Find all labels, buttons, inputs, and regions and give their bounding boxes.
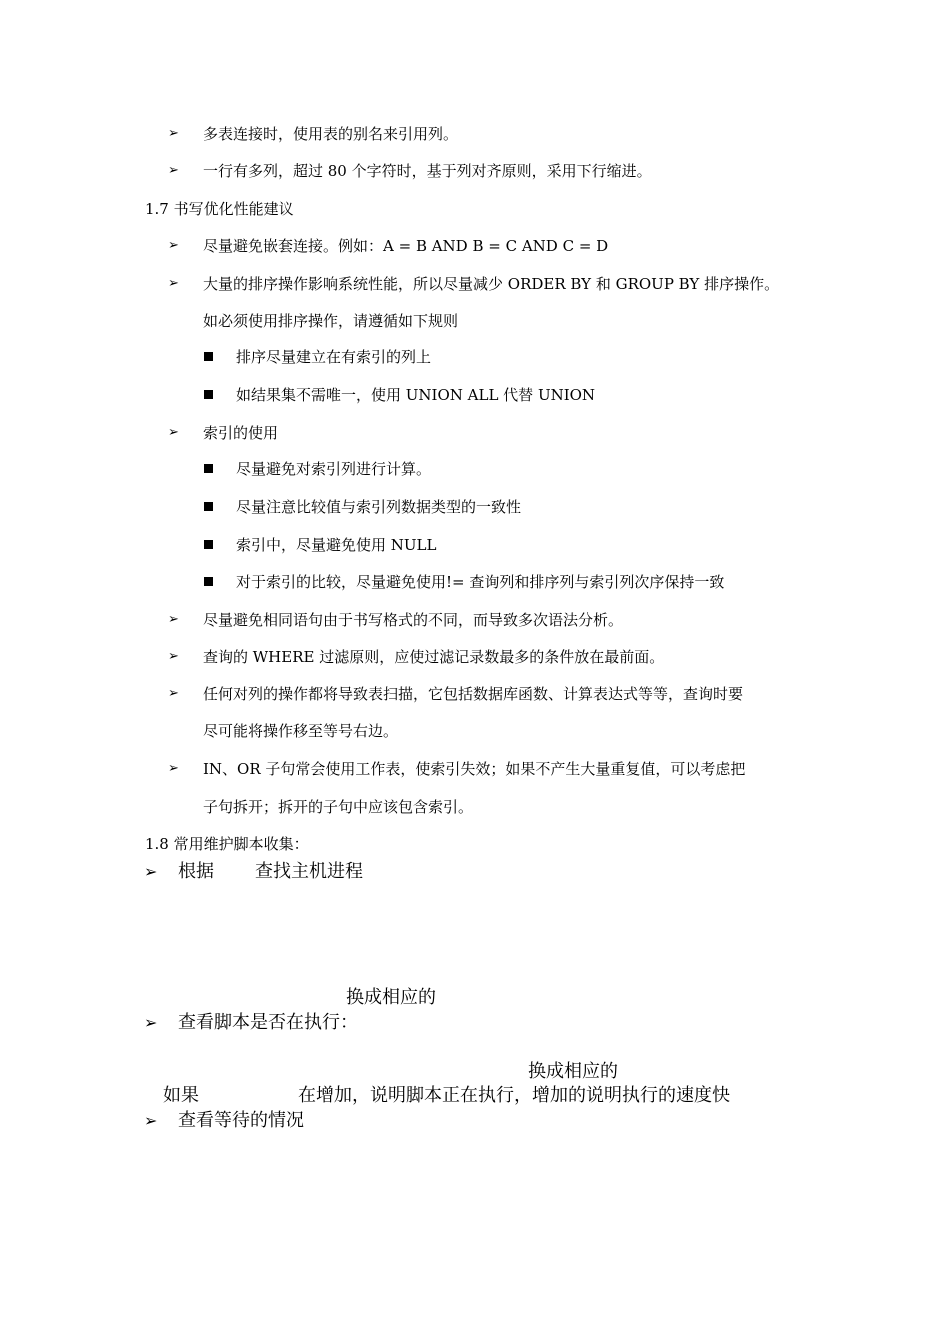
list-item: 一行有多列，超过 80 个字符时，基于列对齐原则，采用下行缩进。 (203, 162, 652, 180)
section-heading: 1.8 常用维护脚本收集： (145, 835, 309, 853)
script-item-label: 根据 (178, 861, 214, 882)
list-item: 大量的排序操作影响系统性能，所以尽量减少 ORDER BY 和 GROUP BY 排序操作。 (203, 275, 780, 293)
square-bullet-icon (204, 502, 213, 511)
list-item-continuation: 子句拆开；拆开的子句中应该包含索引。 (203, 798, 474, 816)
arrow-bullet-icon: ➢ (168, 761, 179, 776)
section-heading: 1.7 书写优化性能建议 (145, 200, 294, 218)
note-text: 换成相应的 (528, 1061, 618, 1082)
sub-list-item: 如结果集不需唯一，使用 UNION ALL 代替 UNION (236, 386, 596, 404)
square-bullet-icon (204, 390, 213, 399)
note-text: 在增加，说明脚本正在执行，增加的说明执行的速度快 (298, 1085, 730, 1106)
list-item-continuation: 尽可能将操作移至等号右边。 (203, 722, 399, 740)
arrow-bullet-icon: ➢ (168, 276, 179, 291)
sub-list-item: 尽量注意比较值与索引列数据类型的一致性 (236, 498, 522, 516)
square-bullet-icon (204, 540, 213, 549)
square-bullet-icon (204, 577, 213, 586)
arrow-bullet-icon: ➢ (168, 425, 179, 440)
arrow-bullet-icon: ➢ (144, 1111, 158, 1130)
arrow-bullet-icon: ➢ (144, 862, 158, 881)
sub-list-item: 索引中，尽量避免使用 NULL (236, 536, 437, 554)
arrow-bullet-icon: ➢ (144, 1013, 158, 1032)
script-item-label: 查看脚本是否在执行： (178, 1012, 358, 1033)
sub-list-item: 尽量避免对索引列进行计算。 (236, 460, 432, 478)
arrow-bullet-icon: ➢ (168, 238, 179, 253)
sub-list-item: 排序尽量建立在有索引的列上 (236, 348, 432, 366)
script-item-label: 查找主机进程 (255, 861, 363, 882)
list-item: 尽量避免嵌套连接。例如：A = B AND B = C AND C = D (203, 237, 609, 255)
arrow-bullet-icon: ➢ (168, 163, 179, 178)
list-item-continuation: 如必须使用排序操作，请遵循如下规则 (203, 312, 459, 330)
square-bullet-icon (204, 352, 213, 361)
note-text: 如果 (163, 1085, 199, 1106)
list-item: 尽量避免相同语句由于书写格式的不同，而导致多次语法分析。 (203, 611, 624, 629)
list-item: 查询的 WHERE 过滤原则，应使过滤记录数最多的条件放在最前面。 (203, 648, 665, 666)
arrow-bullet-icon: ➢ (168, 686, 179, 701)
note-text: 换成相应的 (346, 987, 436, 1008)
arrow-bullet-icon: ➢ (168, 126, 179, 141)
list-item: 任何对列的操作都将导致表扫描，它包括数据库函数、计算表达式等等，查询时要 (203, 685, 744, 703)
list-item: IN、OR 子句常会使用工作表，使索引失效；如果不产生大量重复值，可以考虑把 (203, 760, 746, 778)
list-item: 多表连接时，使用表的别名来引用列。 (203, 125, 459, 143)
sub-list-item: 对于索引的比较，尽量避免使用!= 查询列和排序列与索引列次序保持一致 (236, 573, 725, 591)
arrow-bullet-icon: ➢ (168, 649, 179, 664)
script-item-label: 查看等待的情况 (178, 1110, 304, 1131)
list-item: 索引的使用 (203, 424, 279, 442)
arrow-bullet-icon: ➢ (168, 612, 179, 627)
square-bullet-icon (204, 464, 213, 473)
